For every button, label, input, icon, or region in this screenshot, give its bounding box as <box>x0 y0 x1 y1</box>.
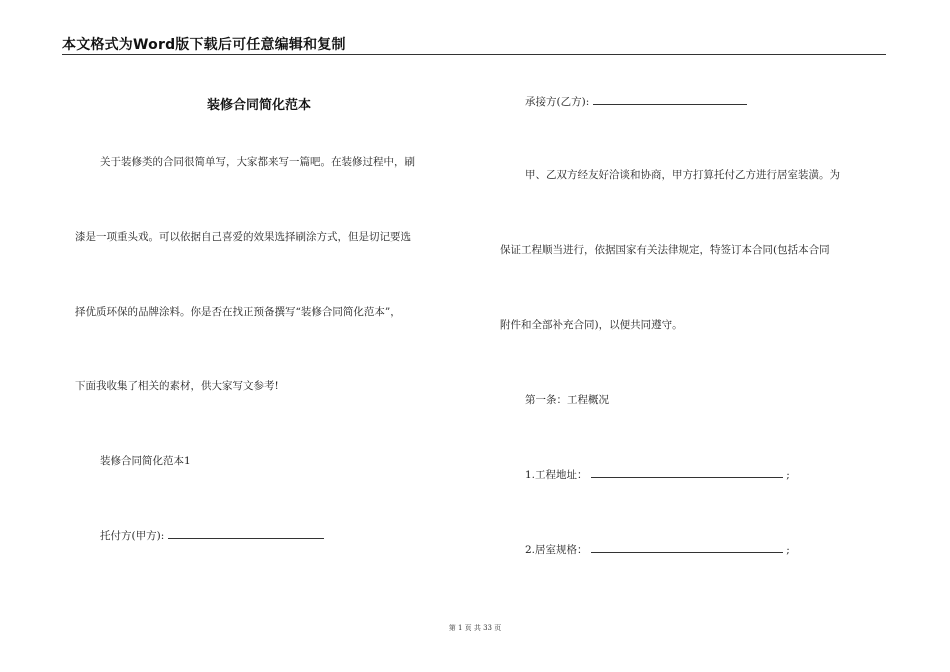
paragraph-line: 择优质环保的品牌涂料。你是否在找正预备撰写“装修合同简化范本”， <box>75 306 401 318</box>
spec-label: 2.居室规格： <box>525 544 588 556</box>
clause-heading: 第一条：工程概况 <box>525 394 609 406</box>
paragraph-line: 保证工程顺当进行，依据国家有关法律规定，特签订本合同(包括本合同 <box>500 244 830 256</box>
document-title: 装修合同简化范本 <box>207 98 312 113</box>
spec-field <box>525 542 790 557</box>
header-text: 本文格式为Word版下载后可任意编辑和复制 <box>62 37 346 53</box>
party-a-field <box>100 528 324 543</box>
party-a-blank <box>168 528 324 539</box>
spec-blank <box>591 542 783 553</box>
section-heading: 装修合同简化范本1 <box>100 455 191 467</box>
paragraph-line: 附件和全部补充合同)，以便共同遵守。 <box>500 319 683 331</box>
page-number: 第 1 页 共 33 页 <box>448 624 502 632</box>
party-b-label: 承接方(乙方): <box>525 96 590 108</box>
address-label: 1.工程地址： <box>525 469 588 481</box>
party-a-label: 托付方(甲方): <box>100 530 165 542</box>
paragraph-line: 关于装修类的合同很简单写，大家都来写一篇吧。在装修过程中，刷 <box>100 156 415 168</box>
page-header <box>62 34 886 55</box>
field-end: ; <box>786 544 790 556</box>
field-end: ; <box>786 469 790 481</box>
party-b-field <box>525 94 747 109</box>
paragraph-line: 漆是一项重头戏。可以依据自己喜爱的效果选择刷涂方式，但是切记要选 <box>75 231 411 243</box>
address-field <box>525 467 790 482</box>
address-blank <box>591 467 783 478</box>
paragraph-line: 甲、乙双方经友好洽谈和协商，甲方打算托付乙方进行居室装潢。为 <box>525 169 840 181</box>
party-b-blank <box>593 94 747 105</box>
paragraph-line: 下面我收集了相关的素材，供大家写文参考! <box>75 380 279 392</box>
